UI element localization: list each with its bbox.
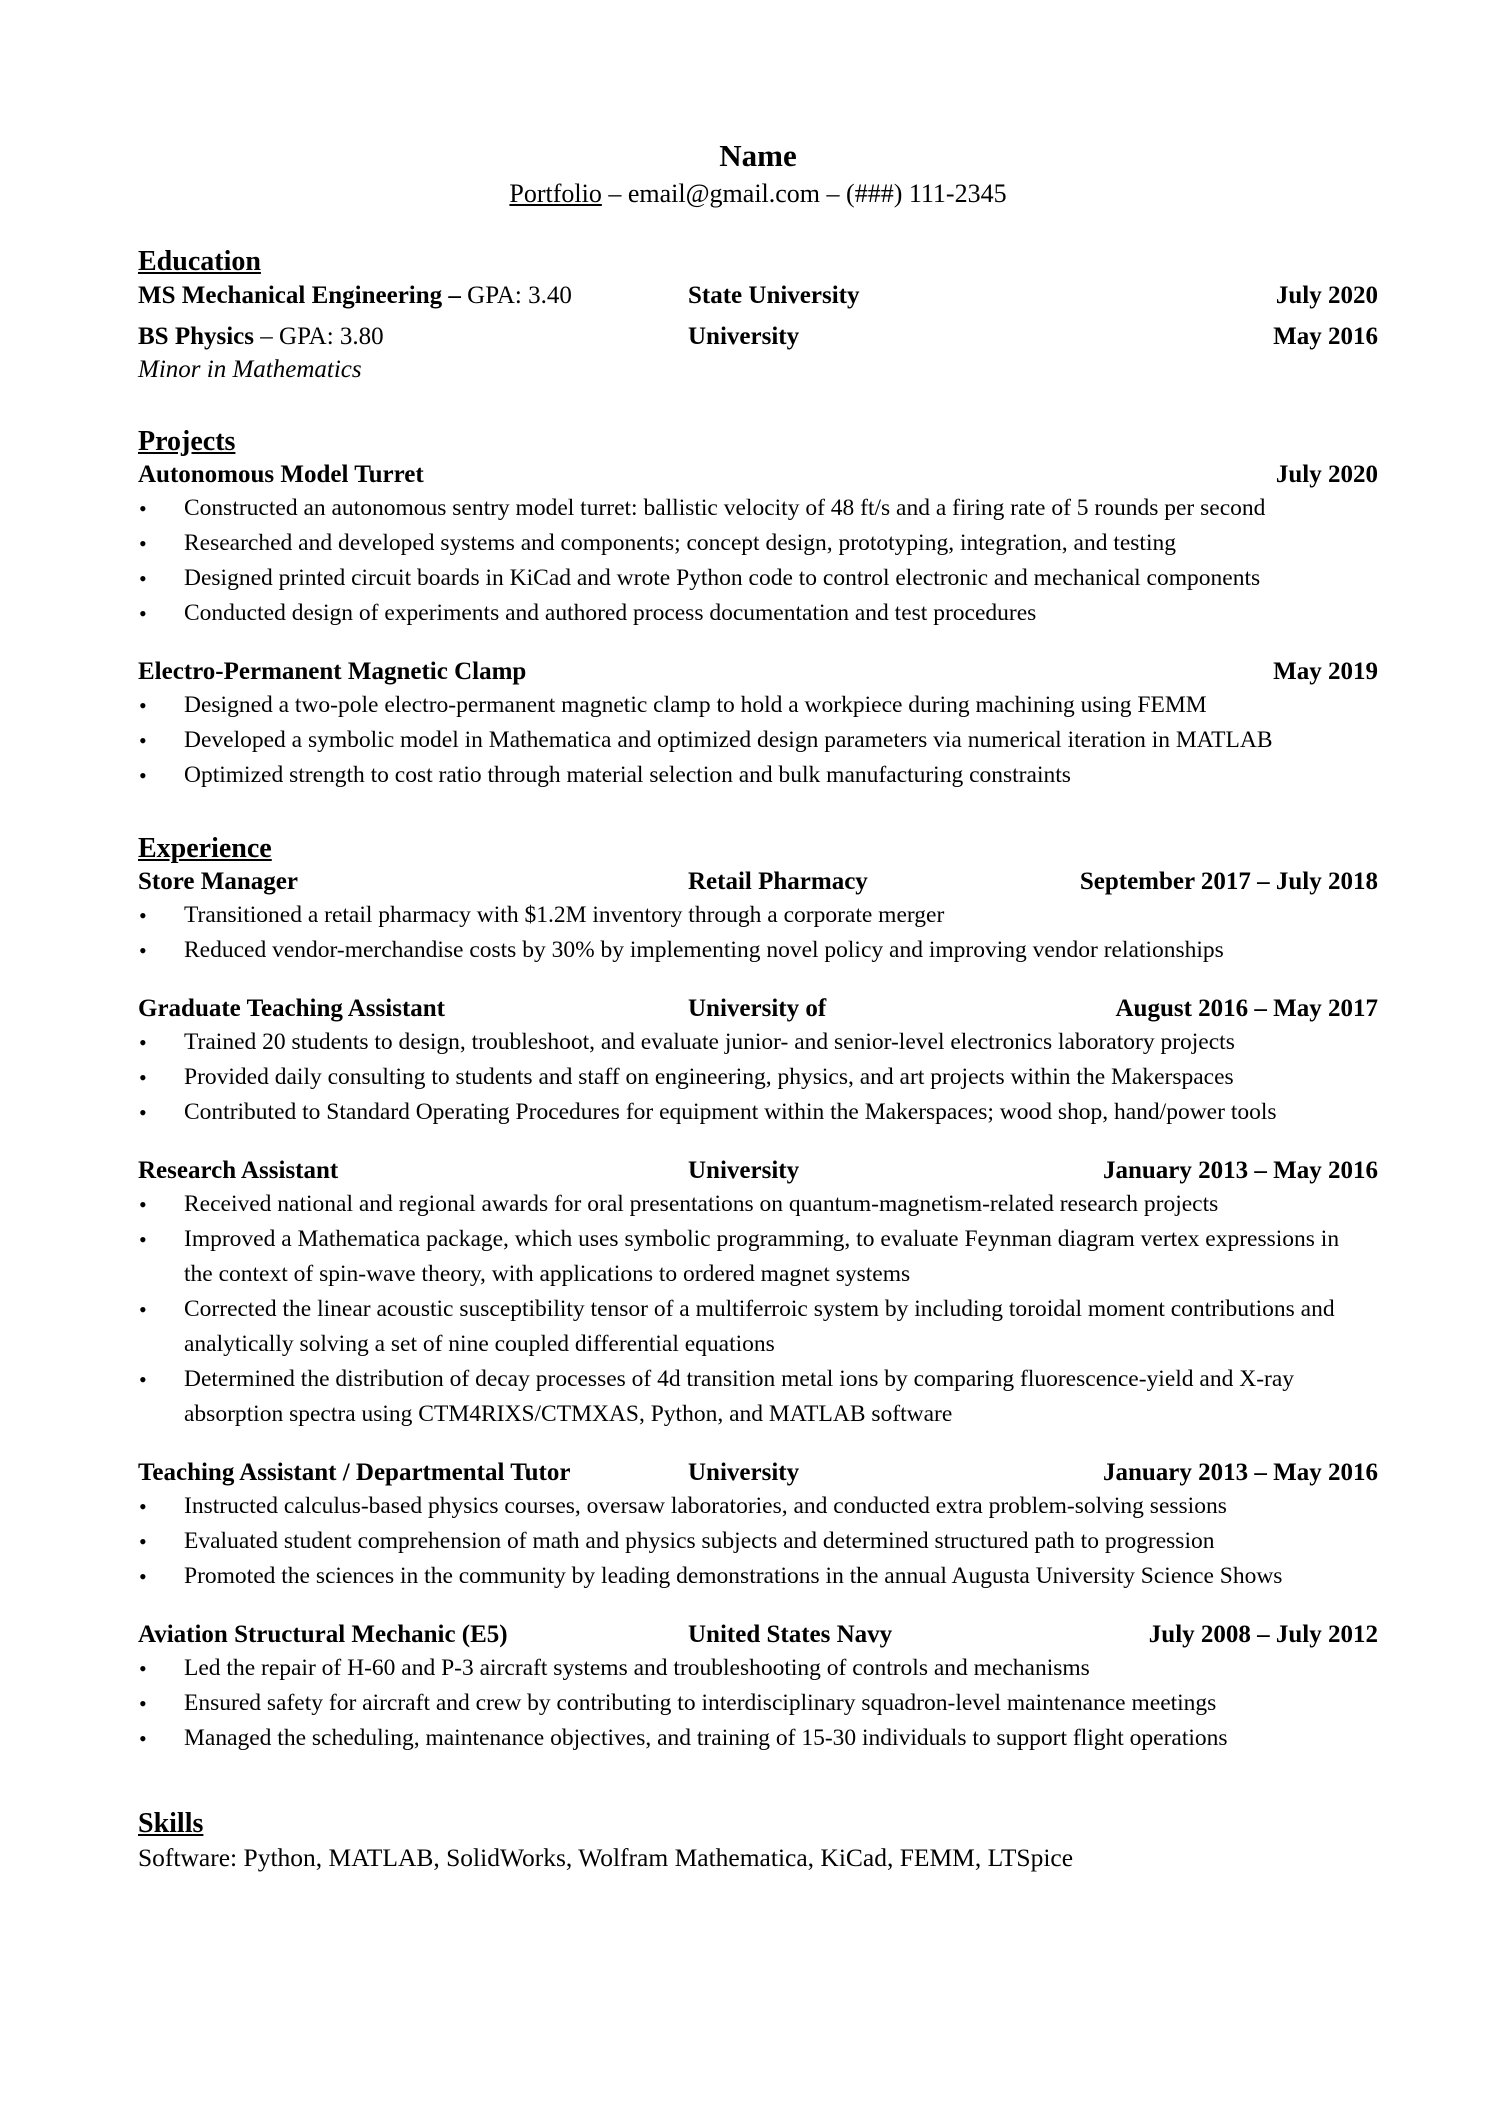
job-date: July 2008 – July 2012 [1148,1621,1378,1648]
job-organization: University of [688,995,827,1022]
bullet-item: • Improved a Mathematica package, which uses symbolic programming, to evaluate Feynman diagram vertex expressions in the context of spin-wave theory, with applications to ordered magnet systems [138,1222,1378,1292]
school-name: State University [688,282,860,309]
experience-entry [138,1456,1378,1594]
candidate-name: Name [719,138,797,173]
experience-entry [138,865,1378,968]
experience-header [138,1618,1378,1651]
contact-separator: – [601,179,628,208]
bullet-item: • Contributed to Standard Operating Procedures for equipment within the Makerspaces; wood shop, hand/power tools [138,1095,1378,1130]
bullet-item: • Evaluated student comprehension of math and physics subjects and determined structured path to progression [138,1524,1378,1559]
experience-entry [138,1154,1378,1432]
bullet-item: • Conducted design of experiments and authored process documentation and test procedures [138,596,1378,631]
bullet-item: • Trained 20 students to design, troubleshoot, and evaluate junior- and senior-level electronics laboratory projects [138,1025,1378,1060]
experience-header [138,865,1378,898]
portfolio-link[interactable]: Portfolio [509,179,602,208]
bullet-item: • Corrected the linear acoustic susceptibility tensor of a multiferroic system by including toroidal moment contributions and analytically solving a set of nine coupled differential equations [138,1292,1378,1362]
skills-heading: Skills [138,1808,204,1839]
bullet-item: • Promoted the sciences in the community by leading demonstrations in the annual Augusta University Science Shows [138,1559,1378,1594]
project-header [138,655,1378,688]
job-date: August 2016 – May 2017 [1115,995,1378,1022]
bullet-item: • Ensured safety for aircraft and crew by contributing to interdisciplinary squadron-level maintenance meetings [138,1686,1378,1721]
project-header [138,458,1378,491]
experience-header [138,1456,1378,1489]
skills-list: Software: Python, MATLAB, SolidWorks, Wolfram Mathematica, KiCad, FEMM, LTSpice [138,1843,1074,1872]
bullet-list [138,1025,1378,1130]
job-organization: University [688,1459,800,1486]
job-role: Research Assistant [138,1157,339,1184]
bullet-list [138,688,1378,793]
job-date: January 2013 – May 2016 [1103,1459,1378,1486]
education-row [138,319,1378,354]
experience-header [138,1154,1378,1187]
bullet-list [138,1651,1378,1756]
project-entry [138,458,1378,631]
degree-title: BS Physics [138,323,255,350]
bullet-item: • Constructed an autonomous sentry model turret: ballistic velocity of 48 ft/s and a firing rate of 5 rounds per second [138,491,1378,526]
bullet-item: • Developed a symbolic model in Mathematica and optimized design parameters via numerical iteration in MATLAB [138,723,1378,758]
education-row [138,278,1378,313]
project-entry [138,655,1378,793]
job-role: Teaching Assistant / Departmental Tutor [138,1459,571,1486]
job-role: Store Manager [138,868,298,895]
bullet-item: • Reduced vendor-merchandise costs by 30% by implementing novel policy and improving vendor relationships [138,933,1378,968]
education-section [138,246,1378,386]
resume-header [138,136,1378,212]
bullet-item: • Received national and regional awards for oral presentations on quantum-magnetism-related research projects [138,1187,1378,1222]
school-name: University [688,323,800,350]
job-date: January 2013 – May 2016 [1103,1157,1378,1184]
bullet-item: • Researched and developed systems and components; concept design, prototyping, integration, and testing [138,526,1378,561]
bullet-item: • Designed a two-pole electro-permanent magnetic clamp to hold a workpiece during machining using FEMM [138,688,1378,723]
job-role: Graduate Teaching Assistant [138,995,446,1022]
projects-heading: Projects [138,426,236,457]
bullet-list [138,1489,1378,1594]
education-heading: Education [138,246,261,277]
job-organization: Retail Pharmacy [688,868,868,895]
bullet-list [138,898,1378,968]
bullet-item: • Managed the scheduling, maintenance objectives, and training of 15-30 individuals to support flight operations [138,1721,1378,1756]
bullet-item: • Transitioned a retail pharmacy with $1.2M inventory through a corporate merger [138,898,1378,933]
bullet-item: • Optimized strength to cost ratio through material selection and bulk manufacturing constraints [138,758,1378,793]
education-date: July 2020 [1275,282,1378,309]
job-organization: University [688,1157,800,1184]
job-role: Aviation Structural Mechanic (E5) [138,1621,508,1648]
job-organization: United States Navy [688,1621,893,1648]
experience-entry [138,1618,1378,1756]
bullet-item: • Designed printed circuit boards in KiCad and wrote Python code to control electronic and mechanical components [138,561,1378,596]
bullet-list [138,1187,1378,1432]
skills-section [138,1808,1378,1876]
bullet-item: • Determined the distribution of decay processes of 4d transition metal ions by comparing fluorescence-yield and X-ray absorption spectra using CTM4RIXS/CTMXAS, Python, and MATLAB software [138,1362,1378,1432]
experience-heading: Experience [138,833,272,864]
education-date: May 2016 [1273,323,1378,350]
email-text: email@gmail.com [627,179,821,208]
bullet-item: • Instructed calculus-based physics courses, oversaw laboratories, and conducted extra problem-solving sessions [138,1489,1378,1524]
experience-header [138,992,1378,1025]
resume-page [138,136,1378,1876]
bullet-item: • Provided daily consulting to students and staff on engineering, physics, and art projects within the Makerspaces [138,1060,1378,1095]
phone-text: (###) 111-2345 [846,179,1007,208]
projects-section [138,426,1378,793]
project-name: Autonomous Model Turret [138,461,424,488]
project-date: May 2019 [1273,658,1378,685]
contact-separator: – [820,179,847,208]
gpa-text: – GPA: 3.80 [254,323,384,350]
project-name: Electro-Permanent Magnetic Clamp [138,658,527,685]
experience-entry [138,992,1378,1130]
experience-section [138,833,1378,1756]
job-date: September 2017 – July 2018 [1079,868,1378,895]
degree-title: MS Mechanical Engineering – [138,282,461,309]
bullet-item: • Led the repair of H-60 and P-3 aircraft systems and troubleshooting of controls and mechanisms [138,1651,1378,1686]
minor-text: Minor in Mathematics [138,356,362,383]
gpa-text: GPA: 3.40 [460,282,572,309]
project-date: July 2020 [1275,461,1378,488]
bullet-list [138,491,1378,631]
contact-line [138,176,1378,212]
